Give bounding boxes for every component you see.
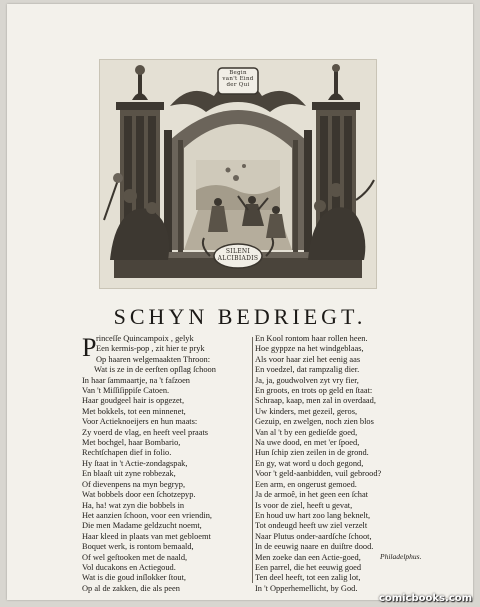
poem-line: Op al de zakken, die als peen — [82, 583, 180, 593]
poem-line: Met bokkels, tot een minnenet, — [82, 406, 186, 416]
drop-cap: P — [82, 333, 97, 362]
poem-line: Een kermis-pop , zit hier te pryk — [96, 344, 205, 354]
poem-line: Schraap, kaap, men zal in overdaad, — [255, 396, 376, 406]
poem-line: Die men Madame geldzucht noemt, — [82, 521, 202, 531]
poem-line: Op haaren welgemaakten Throon: — [96, 354, 211, 364]
poem-line: Rechtſchapen dief in folio. — [82, 448, 172, 458]
poem-line: Tot ondeugd heeft uw ziel verzelt — [255, 521, 368, 531]
poem-line: Ja, ja, goudwolven zyt vry fier, — [255, 375, 359, 385]
poem-line: Van al 't by een gedieſde goed, — [255, 427, 358, 437]
poem-line: Wat is die goud inſlokker ſtout, — [82, 573, 186, 583]
poem-line: Gezuip, en zwelgen, noch zien blos — [255, 417, 374, 427]
poem-line: Voor Actieknoeijers en hun maats: — [82, 417, 198, 427]
poem-line: Men zoeke dan een Actie-goed, — [255, 552, 361, 562]
poem-line: En groots, en trots op geld en ſtaat: — [255, 386, 373, 396]
cartouche-line: ALCIBIADIS — [217, 255, 259, 262]
poem-line: En gy, wat word u doch gegond, — [255, 458, 364, 468]
poem-line: Voor 't geld-aanbidden, vuil gebrood? — [255, 469, 382, 479]
crest-line: Begin — [229, 70, 247, 76]
poem-line: Hy ſtaat in 't Actie-zondagspak, — [82, 458, 188, 468]
cartouche-inscription — [212, 248, 264, 262]
author-signature: Philadelphus. — [380, 552, 422, 561]
poem-line: Hun ſchip zien zeilen in de grond. — [255, 448, 369, 458]
poem-line: Een parrel, die het eeuwig goed — [255, 562, 362, 572]
crest-line: van't Eind — [222, 76, 254, 82]
crest-line: der Qui — [226, 82, 250, 88]
poem-line: In de eeuwig naare en duiſtre dood. — [255, 542, 374, 552]
poem-line: Naar Plutus onder-aardſche ſchoot, — [255, 531, 372, 541]
poem-line: Ja de armoê, in het geen een ſchat — [255, 490, 369, 500]
paper-sheet — [7, 4, 473, 600]
poem-line: In 't Opperhemellicht, by God. — [255, 583, 358, 593]
poem-line: Boquet werk, is rontom bemaald, — [82, 542, 194, 552]
poem-line: Vol ducakons en Actiegoud. — [82, 562, 176, 572]
poem-line: Is voor de ziel, heeft u gevat, — [255, 500, 353, 510]
poem-line: Uw kinders, met gezeil, geros, — [255, 406, 358, 416]
poem-line: En Kool rontom haar rollen heen. — [255, 334, 368, 343]
poem-line: En houd uw hart zoo lang beknelt, — [255, 510, 371, 520]
poem-line: Hoe gyppze na het windgeblaas, — [255, 344, 364, 354]
poem-line: Haar kleed in plaats van met gebloemt — [82, 531, 211, 541]
poem-line: Het aanzien ſchoon, voor een vriendin, — [82, 510, 212, 520]
poem-line: Of wel geſtooken met de naald, — [82, 552, 188, 562]
poem-line: Haar goudgeel hair is opgezet, — [82, 396, 185, 406]
poem-line: In haar ſammaartje, na 't faſzoen — [82, 375, 190, 385]
engraving-plate — [99, 59, 377, 289]
poem-line: Na uwe dood, en met 'er ſpoed, — [255, 438, 360, 448]
watermark: comicbooks.com — [378, 593, 472, 604]
poem-line: rinceſſe Quincampoix , gelyk — [96, 334, 194, 343]
poem-line: Of dievenpens na myn begryp, — [82, 479, 186, 489]
poem-line: Een arm, en ongerust gemoed. — [255, 479, 357, 489]
crest-inscription — [218, 70, 258, 88]
poem-line: En voedzel, dat rampzalig dier. — [255, 365, 360, 375]
poem-column-left — [82, 334, 272, 594]
poem-title: SCHYN BEDRIEGT. — [113, 304, 367, 329]
poem-line: Zy voerd de vlag, en heeft veel praats — [82, 427, 209, 437]
poem-line: Als voor haar ziel het eenig aas — [255, 354, 361, 364]
poem-line: Ten deel heeft, tot een zalig lot, — [255, 573, 361, 583]
poem-line: Ha, ha! wat zyn die bobbels in — [82, 500, 185, 510]
poem-line: Wat bobbels door een ſchotzepyp. — [82, 490, 196, 500]
cartouche-line: SILENI — [225, 248, 251, 255]
column-divider — [252, 337, 253, 583]
poem-line: Van 't Miſſiſippiſe Catoen. — [82, 386, 170, 396]
poem-line: Wat is ze in de eerſten opſlag ſchoon — [94, 365, 216, 375]
poem-line: Met bochgel, haar Bombario, — [82, 438, 181, 448]
poem-line: En blaaſt uit zyne robbezak, — [82, 469, 176, 479]
